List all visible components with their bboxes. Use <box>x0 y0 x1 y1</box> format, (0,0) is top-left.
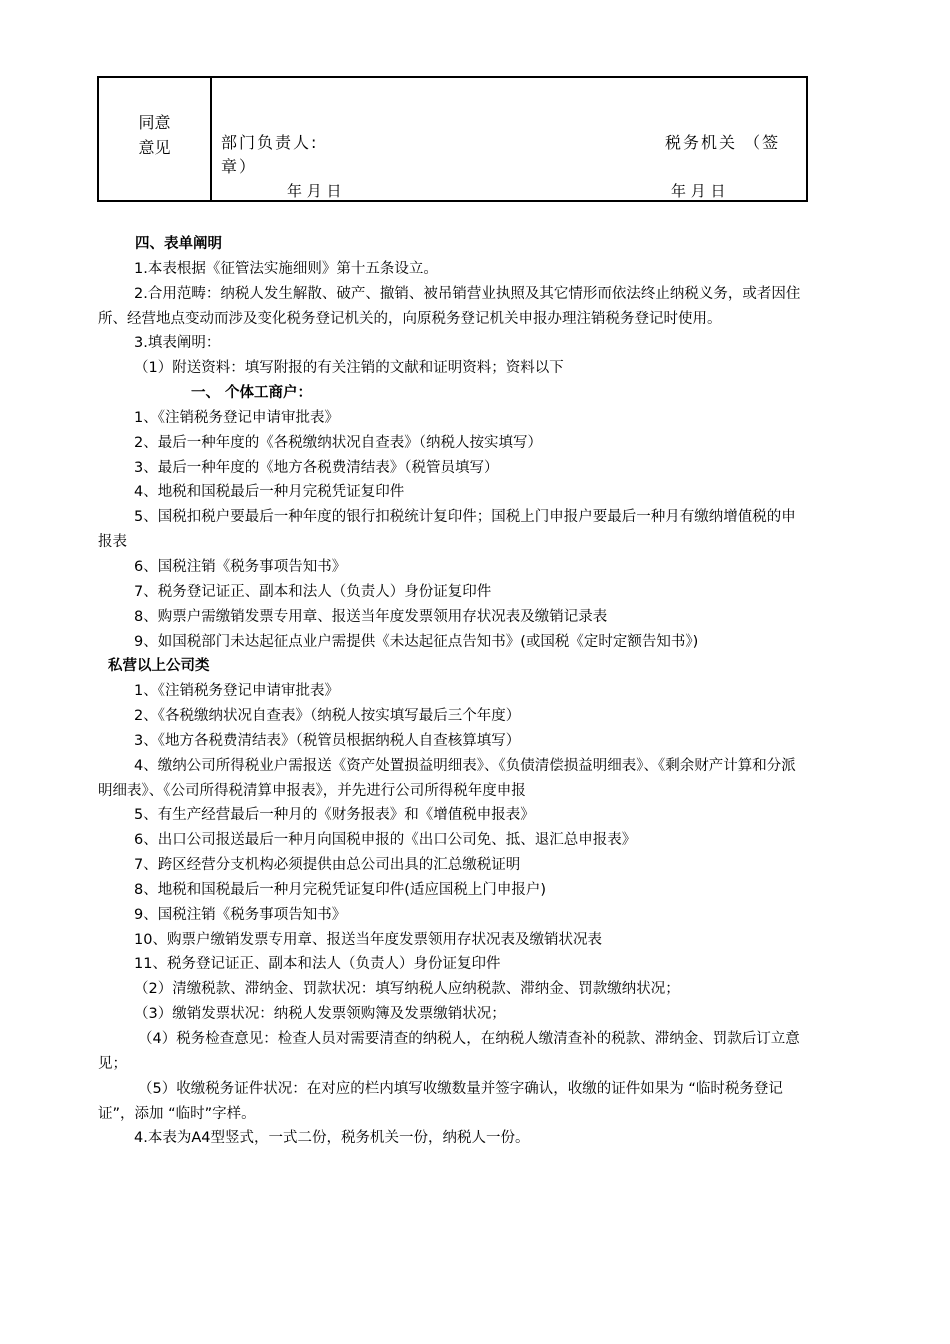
list-item: 9、国税注销《税务事项告知书》 <box>134 906 347 923</box>
list-item: 2、最后一种年度的《各税缴纳状况自查表》（纳税人按实填写） <box>134 434 542 451</box>
subsection-company-title: 私营以上公司类 <box>108 658 210 675</box>
note-5: （5）收缴税务证件状况：在对应的栏内填写收缴数量并签字确认，收缴的证件如果为 “临时税务登记证”，添加 “临时”字样。 <box>98 1080 783 1122</box>
list-item: 1、《注销税务登记申请审批表》 <box>134 683 339 700</box>
dept-head-label: 部门负责人: <box>221 133 319 152</box>
list-item: 6、国税注销《税务事项告知书》 <box>134 558 347 575</box>
document-body <box>98 232 810 1151</box>
list-item: 8、地税和国税最后一种月完税凭证复印件(适应国税上门申报户) <box>134 881 547 898</box>
subsection-individual-title: 一、 个体工商户： <box>191 385 313 402</box>
tax-office-seal-label: 税务机关 （签 <box>665 133 781 152</box>
note-3: （3）缴销发票状况：纳税人发票领购簿及发票缴销状况； <box>134 1006 506 1023</box>
note-4: （4）税务检查意见：检查人员对需要清查的纳税人，在纳税人缴清查补的税款、滞纳金、罚款后订立意见； <box>98 1031 800 1072</box>
list-item: 4、地税和国税最后一种月完税凭证复印件 <box>134 484 405 501</box>
list-item: 4、缴纳公司所得税业户需报送《资产处置损益明细表》、《负债清偿损益明细表》、《剩余财产计算和分派明细表》、《公司所得税清算申报表》，并先进行公司所得税年度申报 <box>98 757 796 799</box>
list-item: 10、购票户缴销发票专用章、报送当年度发票领用存状况表及缴销状况表 <box>134 931 602 948</box>
list-item: 2、《各税缴纳状况自查表》（纳税人按实填写最后三个年度） <box>134 708 521 725</box>
paragraph-3: 3.填表阐明： <box>134 335 221 352</box>
approval-table <box>97 76 808 202</box>
list-item: 3、最后一种年度的《地方各税费清结表》（税管员填写） <box>134 459 499 476</box>
paragraph-1: 1.本表根据《征管法实施细则》第十五条设立。 <box>134 260 438 277</box>
note-2: （2）清缴税款、滞纳金、罚款状况：填写纳税人应纳税款、滞纳金、罚款缴纳状况； <box>134 981 680 998</box>
approval-label-line2: 意见 <box>138 138 171 157</box>
approval-label-line1: 同意 <box>138 113 171 132</box>
list-item: 6、出口公司报送最后一种月向国税申报的《出口公司免、抵、退汇总申报表》 <box>134 832 637 849</box>
paragraph-4: （1）附送资料：填写附报的有关注销的文献和证明资料；资料以下 <box>134 360 564 377</box>
list-item: 5、有生产经营最后一种月的《财务报表》和《增值税申报表》 <box>134 807 535 824</box>
approval-label-cell <box>99 78 212 200</box>
list-item: 7、税务登记证正、副本和法人（负责人）身份证复印件 <box>134 583 492 600</box>
list-item: 9、如国税部门未达起征点业户需提供《未达起征点告知书》(或国税《定时定额告知书》) <box>134 633 699 650</box>
paragraph-last: 4.本表为A4型竖式，一式二份，税务机关一份，纳税人一份。 <box>134 1130 530 1147</box>
list-item: 3、《地方各税费清结表》（税管员根据纳税人自查核算填写） <box>134 732 521 749</box>
seal-suffix: 章） <box>221 157 258 176</box>
list-item: 11、税务登记证正、副本和法人（负责人）身份证复印件 <box>134 956 501 973</box>
date-left: 年 月 日 <box>287 182 342 200</box>
list-item: 5、国税扣税户要最后一种年度的银行扣税统计复印件；国税上门申报户要最后一种月有缴纳增值税的申报表 <box>98 509 796 551</box>
list-item: 8、购票户需缴销发票专用章、报送当年度发票领用存状况表及缴销记录表 <box>134 608 608 625</box>
paragraph-2: 2.合用范畴：纳税人发生解散、破产、撤销、被吊销营业执照及其它情形而依法终止纳税义务，或者因住所、经营地点变动而涉及变化税务登记机关的，向原税务登记机关申报办理注销税务登记时使用。 <box>98 285 801 327</box>
list-item: 7、跨区经营分支机构必须提供由总公司出具的汇总缴税证明 <box>134 857 521 874</box>
section-title: 四、表单阐明 <box>135 236 222 252</box>
list-item: 1、《注销税务登记申请审批表》 <box>134 409 339 426</box>
date-right: 年 月 日 <box>671 182 726 200</box>
